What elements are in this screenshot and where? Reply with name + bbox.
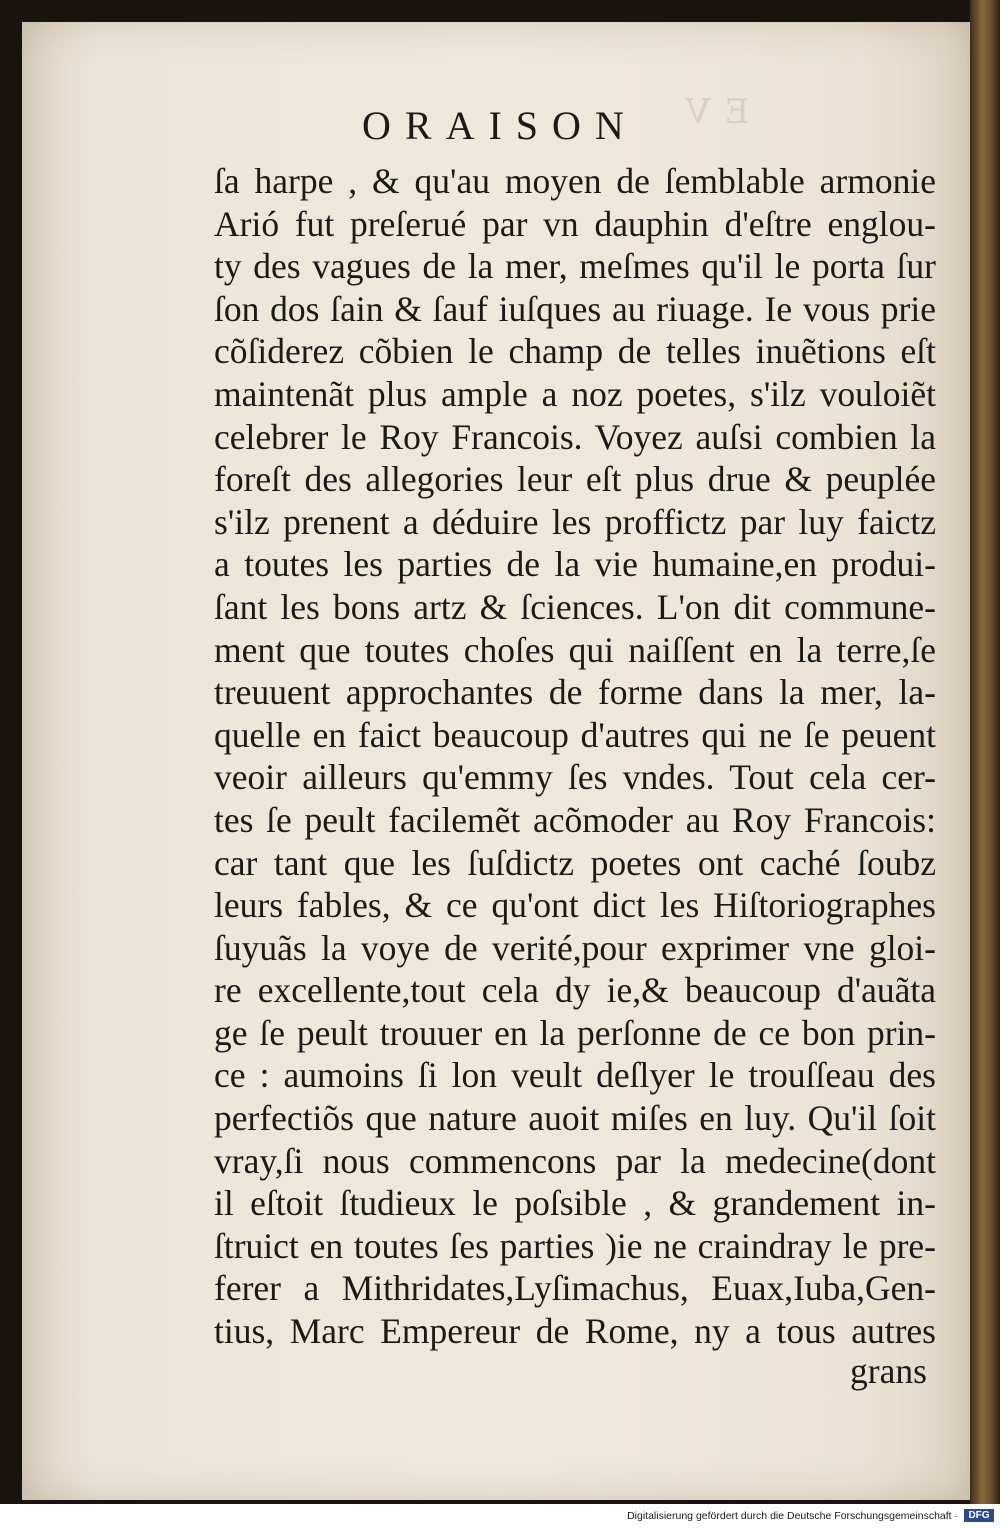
text-line: tius, Marc Empereur de Rome, ny a tous autres [214, 1311, 936, 1352]
text-line: leurs fables, & ce qu'ont dict les Hiſtoriographes [214, 885, 936, 926]
body-text [214, 160, 936, 1353]
text-line: treuuent approchantes de forme dans la mer, la- [214, 672, 936, 713]
text-line: ce : aumoins ſi lon veult deſlyer le trouſſeau des [214, 1055, 936, 1096]
text-line: ſon dos ſain & ſauf iuſques au riuage. Ie vous prie [214, 288, 936, 329]
text-line: a toutes les parties de la vie humaine,en produi- [214, 544, 936, 585]
text-line: celebrer le Roy Francois. Voyez auſsi combien la [214, 416, 936, 457]
paper-page [22, 22, 970, 1500]
text-line: car tant que les ſuſdictz poetes ont caché ſoubz [214, 842, 936, 883]
text-line: Arió fut preſerué par vn dauphin d'eſtre englou- [214, 203, 936, 244]
text-line: ty des vagues de la mer, meſmes qu'il le porta ſur [214, 246, 936, 287]
text-line: ſa harpe , & qu'au moyen de ſemblable armonie [214, 161, 936, 201]
text-line: vray,ſi nous commencons par la medecine(dont [214, 1140, 936, 1181]
text-line: ge ſe peult trouuer en la perſonne de ce bon prin- [214, 1012, 936, 1053]
page-title: ORAISON [362, 103, 638, 148]
text-line: perfectiõs que nature auoit miſes en luy. Qu'il ſoit [214, 1098, 936, 1139]
text-line: s'ilz prenent a déduire les proffictz par luy faictz [214, 501, 936, 542]
text-line: foreſt des allegories leur eſt plus drue & peuplée [214, 459, 936, 500]
text-line: ſant les bons artz & ſciences. L'on dit commune- [214, 586, 936, 627]
catchword: grans [850, 1351, 927, 1391]
text-line: ferer a Mithridates,Lyſimachus, Euax,Iuba,Gen- [214, 1268, 936, 1309]
bleed-through-text: EV [672, 92, 750, 132]
text-line: ſtruict en toutes ſes parties )ie ne craindray le pre- [214, 1225, 936, 1266]
footer [0, 1504, 1000, 1528]
book-spine-edge [970, 0, 1000, 1504]
text-line: ſuyuãs la voye de verité,pour exprimer vne gloi- [214, 927, 936, 968]
text-line: il eſtoit ſtudieux le poſsible , & grandement in- [214, 1183, 936, 1224]
text-line: maintenãt plus ample a noz poetes, s'ilz vouloiẽt [214, 373, 936, 414]
text-line: re excellente,tout cela dy ie,& beaucoup d'auãta [214, 970, 936, 1011]
dfg-logo: DFG [964, 1509, 994, 1522]
text-line: veoir ailleurs qu'emmy ſes vndes. Tout cela cer- [214, 757, 936, 798]
text-line: quelle en faict beaucoup d'autres qui ne ſe peuent [214, 714, 936, 755]
text-line: ment que toutes choſes qui naiſſent en la terre,ſe [214, 629, 936, 670]
text-line: tes ſe peult facilemẽt acõmoder au Roy Francois: [214, 799, 936, 840]
digitization-credit: Digitalisierung gefördert durch die Deutsche Forschungsgemeinschaft · [627, 1510, 958, 1522]
text-line: cõſiderez cõbien le champ de telles inuẽtions eſt [214, 331, 936, 372]
